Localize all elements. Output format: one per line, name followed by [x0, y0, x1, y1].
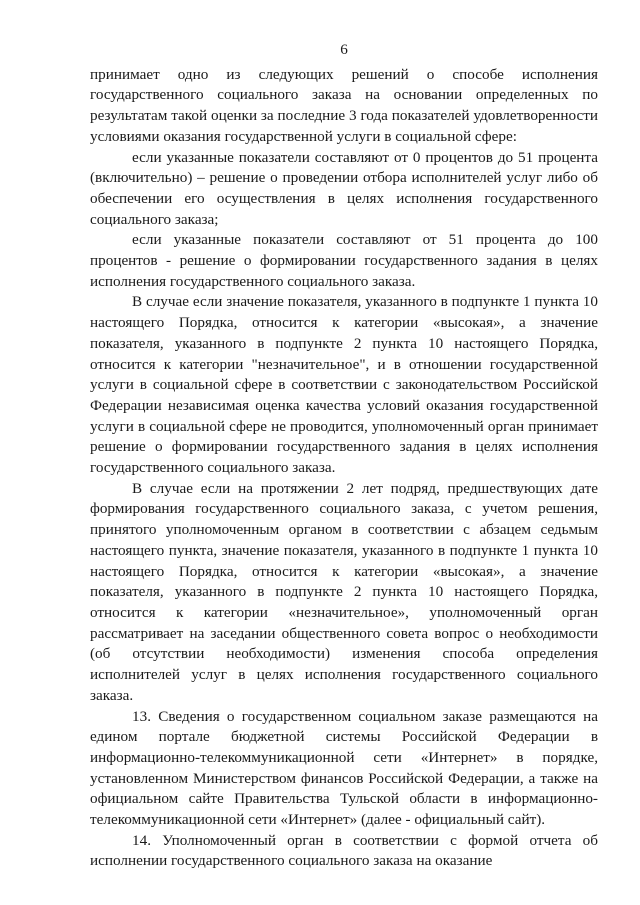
paragraph-continuation: принимает одно из следующих решений о способе исполнения государственного социального заказа на основании определенных по результатам такой оценки за последние 3 года показателей удовлетворенности условиями оказания государственной услуги в социальной сфере:: [90, 65, 598, 145]
paragraph-range-low: если указанные показатели составляют от 0 процентов до 51 процента (включительно) – решение о проведении отбора исполнителей услуг либо об обеспечении его осуществления в целях исполнения государственного социального заказа;: [90, 148, 598, 228]
paragraph-range-high: если указанные показатели составляют от 51 процента до 100 процентов - решение о формировании государственного задания в целях исполнения государственного социального заказа.: [90, 231, 598, 290]
paragraph-item-14: 14. Уполномоченный орган в соответствии с формой отчета об исполнении государственного социального заказа на оказание: [90, 831, 598, 870]
page-number: 6: [340, 41, 348, 58]
paragraph-high-category: В случае если значение показателя, указанного в подпункте 1 пункта 10 настоящего Порядка, относится к категории «высокая», а значение показателя, указанного в подпункте 2 пункта 10 настоящего Порядка, относится к категории "незначительное", и в отношении государственной услуги в социальной сфере в соответствии с законодательством Российской Федерации независимая оценка качества условий оказания государственной услуги в социальной сфере не проводится, уполномоченный орган принимает решение о формировании государственного задания в целях исполнения государственного социального заказа.: [90, 293, 598, 477]
paragraph-item-13: 13. Сведения о государственном социальном заказе размещаются на едином портале бюджетной системы Российской Федерации в информационно-телекоммуникационной сети «Интернет» в порядке, установленном Министерством финансов Российской Федерации, а также на официальном сайте Правительства Тульской области в информационно-телекоммуникационной сети «Интернет» (далее - официальный сайт).: [90, 707, 598, 829]
document-page: [90, 40, 598, 872]
paragraph-two-years: В случае если на протяжении 2 лет подряд, предшествующих дате формирования государственного социального заказа, с учетом решения, принятого уполномоченным органом в соответствии с абзацем седьмым настоящего пункта, значение показателя, указанного в подпункте 1 пункта 10 настоящего Порядка, относится к категории «высокая», а значение показателя, указанного в подпункте 2 пункта 10 настоящего Порядка, относится к категории «незначительное», уполномоченный орган рассматривает на заседании общественного совета вопрос о необходимости (об отсутствии необходимости) изменения способа определения исполнителей услуг в целях исполнения государственного социального заказа.: [90, 479, 598, 704]
